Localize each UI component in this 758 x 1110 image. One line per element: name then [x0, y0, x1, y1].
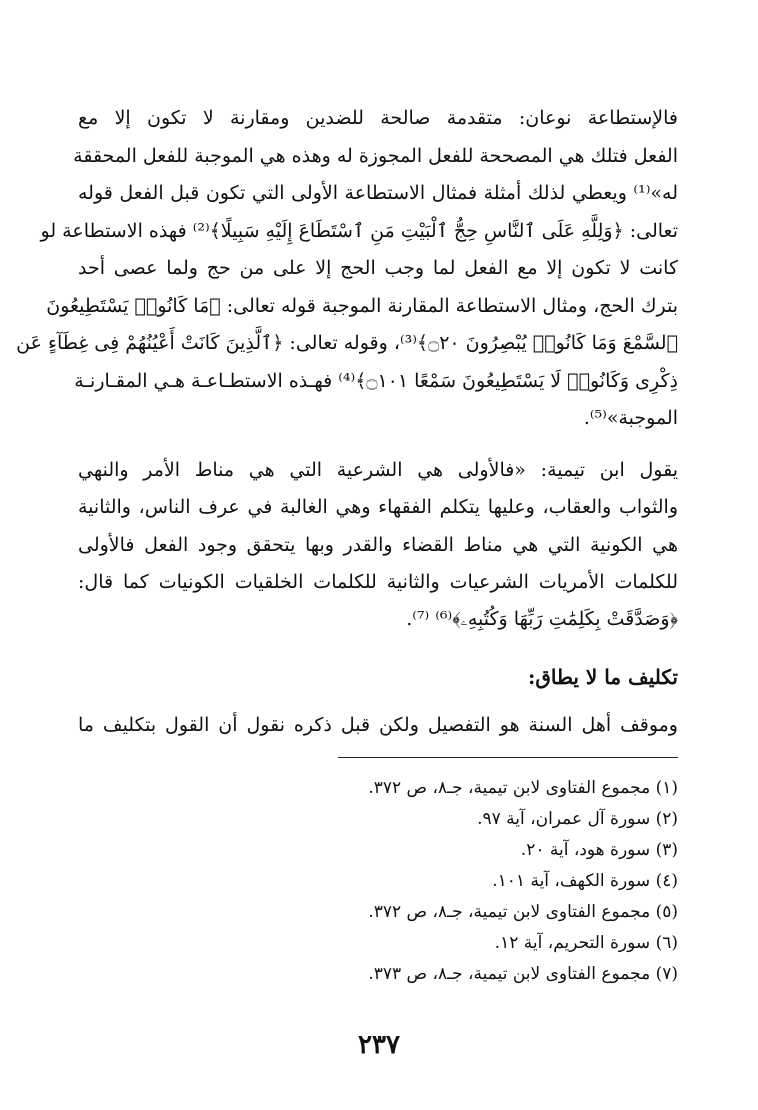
- paragraph-line: كانت لا تكون إلا مع الفعل لما وجب الحج إلا على من حج ولما عصى أحد: [78, 257, 678, 279]
- paragraph-line: فالإستطاعة نوعان: متقدمة صالحة للضدين ومقارنة لا تكون إلا مع: [78, 107, 678, 129]
- paragraph-line: للكلمات الأمريات الشرعيات والثانية للكلمات الخلقيات الكونيات كما قال:: [78, 571, 678, 593]
- paragraph-line: والثواب والعقاب، وعليها يتكلم الفقهاء وهي الغالبة في عرف الناس، والثانية: [78, 496, 678, 518]
- footnote: (١) مجموع الفتاوى لابن تيمية، جـ٨، ص ٣٧٢.: [368, 778, 678, 798]
- footnote: (٣) سورة هود، آية ٢٠.: [520, 840, 678, 860]
- footnote: (٢) سورة آل عمران، آية ٩٧.: [477, 809, 678, 829]
- section-heading: تكليف ما لا يطاق:: [527, 665, 678, 689]
- paragraph-line: له»⁽¹⁾ ويعطي لذلك أمثلة فمثال الاستطاعة الأولى التي تكون قبل الفعل قوله: [78, 182, 678, 204]
- paragraph-line: ﴿وَصَدَّقَتْ بِكَلِمَٰتِ رَبِّهَا وَكُتُبِهِۦ﴾⁽⁶⁾ ⁽⁷⁾.: [406, 608, 678, 630]
- paragraph-line: هي الكونية التي هي مناط القضاء والقدر وبها يتحقق وجود الفعل فالأولى: [78, 534, 678, 556]
- paragraph-line: ذِكْرِى وَكَانُوا۟ لَا يَسْتَطِيعُونَ سَمْعًا ۝١٠١﴾⁽⁴⁾ فهـذه الاستطـاعـة هـي المقـارنـة: [74, 370, 678, 392]
- footnote-divider: [338, 757, 678, 758]
- paragraph-line: ٱلسَّمْعَ وَمَا كَانُوا۟ يُبْصِرُونَ ۝٢٠﴾⁽³⁾، وقوله تعالى: ﴿ٱلَّذِينَ كَانَتْ أَعْيُنُهُمْ فِى غِطَآءٍ عَن: [16, 332, 678, 354]
- paragraph-line: يقول ابن تيمية: «فالأولى هي الشرعية التي هي مناط الأمر والنهي: [78, 459, 678, 481]
- footnote: (٥) مجموع الفتاوى لابن تيمية، جـ٨، ص ٣٧٢.: [368, 902, 678, 922]
- paragraph-line: وموقف أهل السنة هو التفصيل ولكن قبل ذكره نقول أن القول بتكليف ما: [78, 714, 678, 736]
- paragraph-line: الموجبة»⁽⁵⁾.: [583, 407, 678, 429]
- footnote: (٤) سورة الكهف، آية ١٠١.: [492, 871, 678, 891]
- paragraph-line: الفعل فتلك هي المصححة للفعل المجوزة له وهذه هي الموجبة للفعل المحققة: [73, 145, 678, 167]
- page-number: ٢٣٧: [358, 1030, 400, 1060]
- paragraph-line: بترك الحج، ومثال الاستطاعة المقارنة الموجبة قوله تعالى: ﴿مَا كَانُوا۟ يَسْتَطِيعُونَ: [46, 295, 678, 317]
- paragraph-line: تعالى: ﴿وَلِلَّهِ عَلَى ٱلنَّاسِ حِجُّ ٱلْبَيْتِ مَنِ ٱسْتَطَاعَ إِلَيْهِ سَبِيلًا﴾⁽²⁾ فهذه الاستطاعة لو: [40, 220, 678, 242]
- footnote: (٦) سورة التحريم، آية ١٢.: [494, 933, 678, 953]
- footnote: (٧) مجموع الفتاوى لابن تيمية، جـ٨، ص ٣٧٣.: [368, 964, 678, 984]
